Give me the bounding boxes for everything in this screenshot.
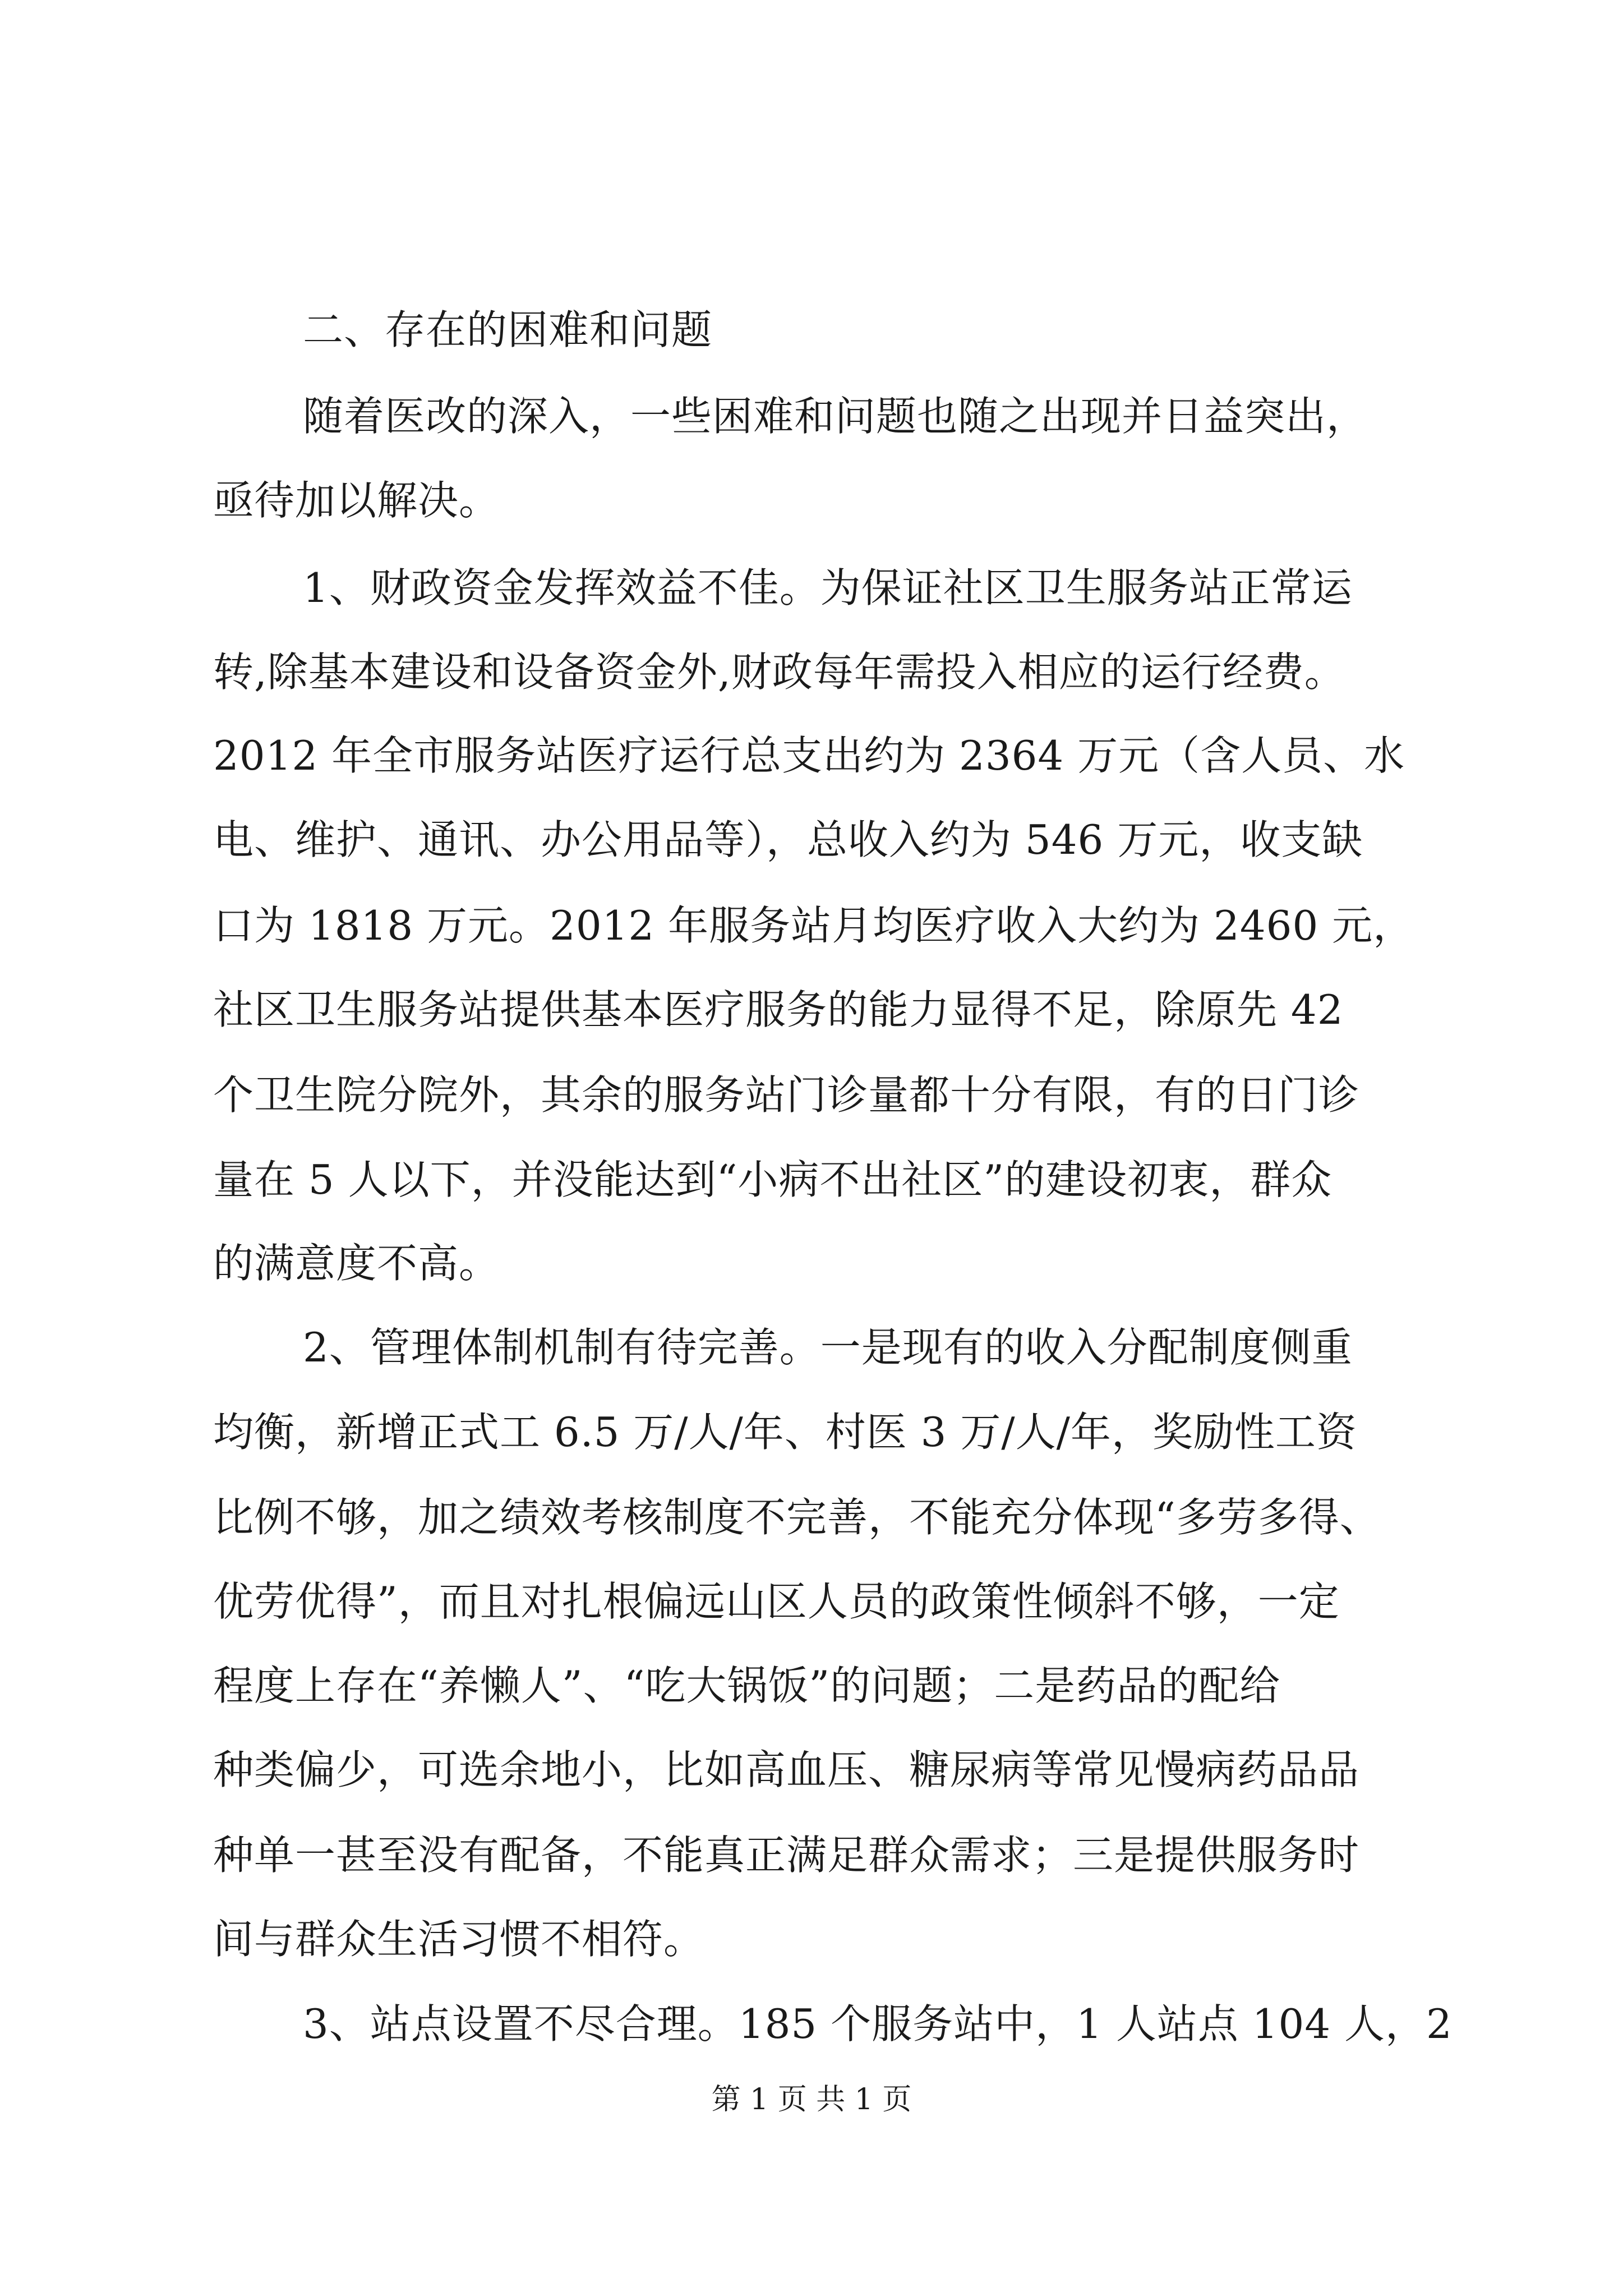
section-heading: 二、存在的困难和问题 (303, 306, 713, 353)
paragraph-line: 个卫生院分院外，其余的服务站门诊量都十分有限，有的日门诊 (213, 1071, 1360, 1119)
paragraph-line: 1、财政资金发挥效益不佳。为保证社区卫生服务站正常运 (303, 564, 1353, 611)
paragraph-line: 社区卫生服务站提供基本医疗服务的能力显得不足，除原先 42 (213, 986, 1344, 1033)
paragraph-line: 转,除基本建设和设备资金外,财政每年需投入相应的运行经费。 (213, 648, 1345, 696)
paragraph-line: 程度上存在“养懒人”、“吃大锅饭”的问题；二是药品的配给 (213, 1662, 1281, 1709)
paragraph-line: 间与群众生活习惯不相符。 (213, 1916, 705, 1963)
paragraph-line: 优劳优得”，而且对扎根偏远山区人员的政策性倾斜不够，一定 (213, 1578, 1340, 1625)
paragraph-line: 2012 年全市服务站医疗运行总支出约为 2364 万元（含人员、水 (213, 732, 1405, 779)
paragraph-line: 2、管理体制机制有待完善。一是现有的收入分配制度侧重 (303, 1324, 1353, 1371)
paragraph-line: 亟待加以解决。 (213, 477, 500, 524)
paragraph-line: 种单一甚至没有配备，不能真正满足群众需求；三是提供服务时 (213, 1832, 1360, 1879)
paragraph-line: 均衡，新增正式工 6.5 万/人/年、村医 3 万/人/年，奖励性工资 (213, 1409, 1357, 1456)
paragraph-line: 随着医改的深入，一些困难和问题也随之出现并日益突出， (303, 393, 1368, 440)
page-footer: 第 1 页 共 1 页 (711, 2083, 912, 2116)
paragraph-line: 量在 5 人以下，并没能达到“小病不出社区”的建设初衷，群众 (213, 1156, 1332, 1203)
paragraph-line: 种类偏少，可选余地小，比如高血压、糖尿病等常见慢病药品品 (213, 1746, 1360, 1793)
paragraph-line: 3、站点设置不尽合理。185 个服务站中，1 人站点 104 人，2 (303, 2000, 1453, 2047)
paragraph-line: 的满意度不高。 (213, 1240, 500, 1287)
paragraph-line: 口为 1818 万元。2012 年服务站月均医疗收入大约为 2460 元， (213, 902, 1414, 949)
paragraph-line: 电、维护、通讯、办公用品等），总收入约为 546 万元，收支缺 (213, 816, 1363, 863)
paragraph-line: 比例不够，加之绩效考核制度不完善，不能充分体现“多劳多得、 (213, 1494, 1381, 1541)
